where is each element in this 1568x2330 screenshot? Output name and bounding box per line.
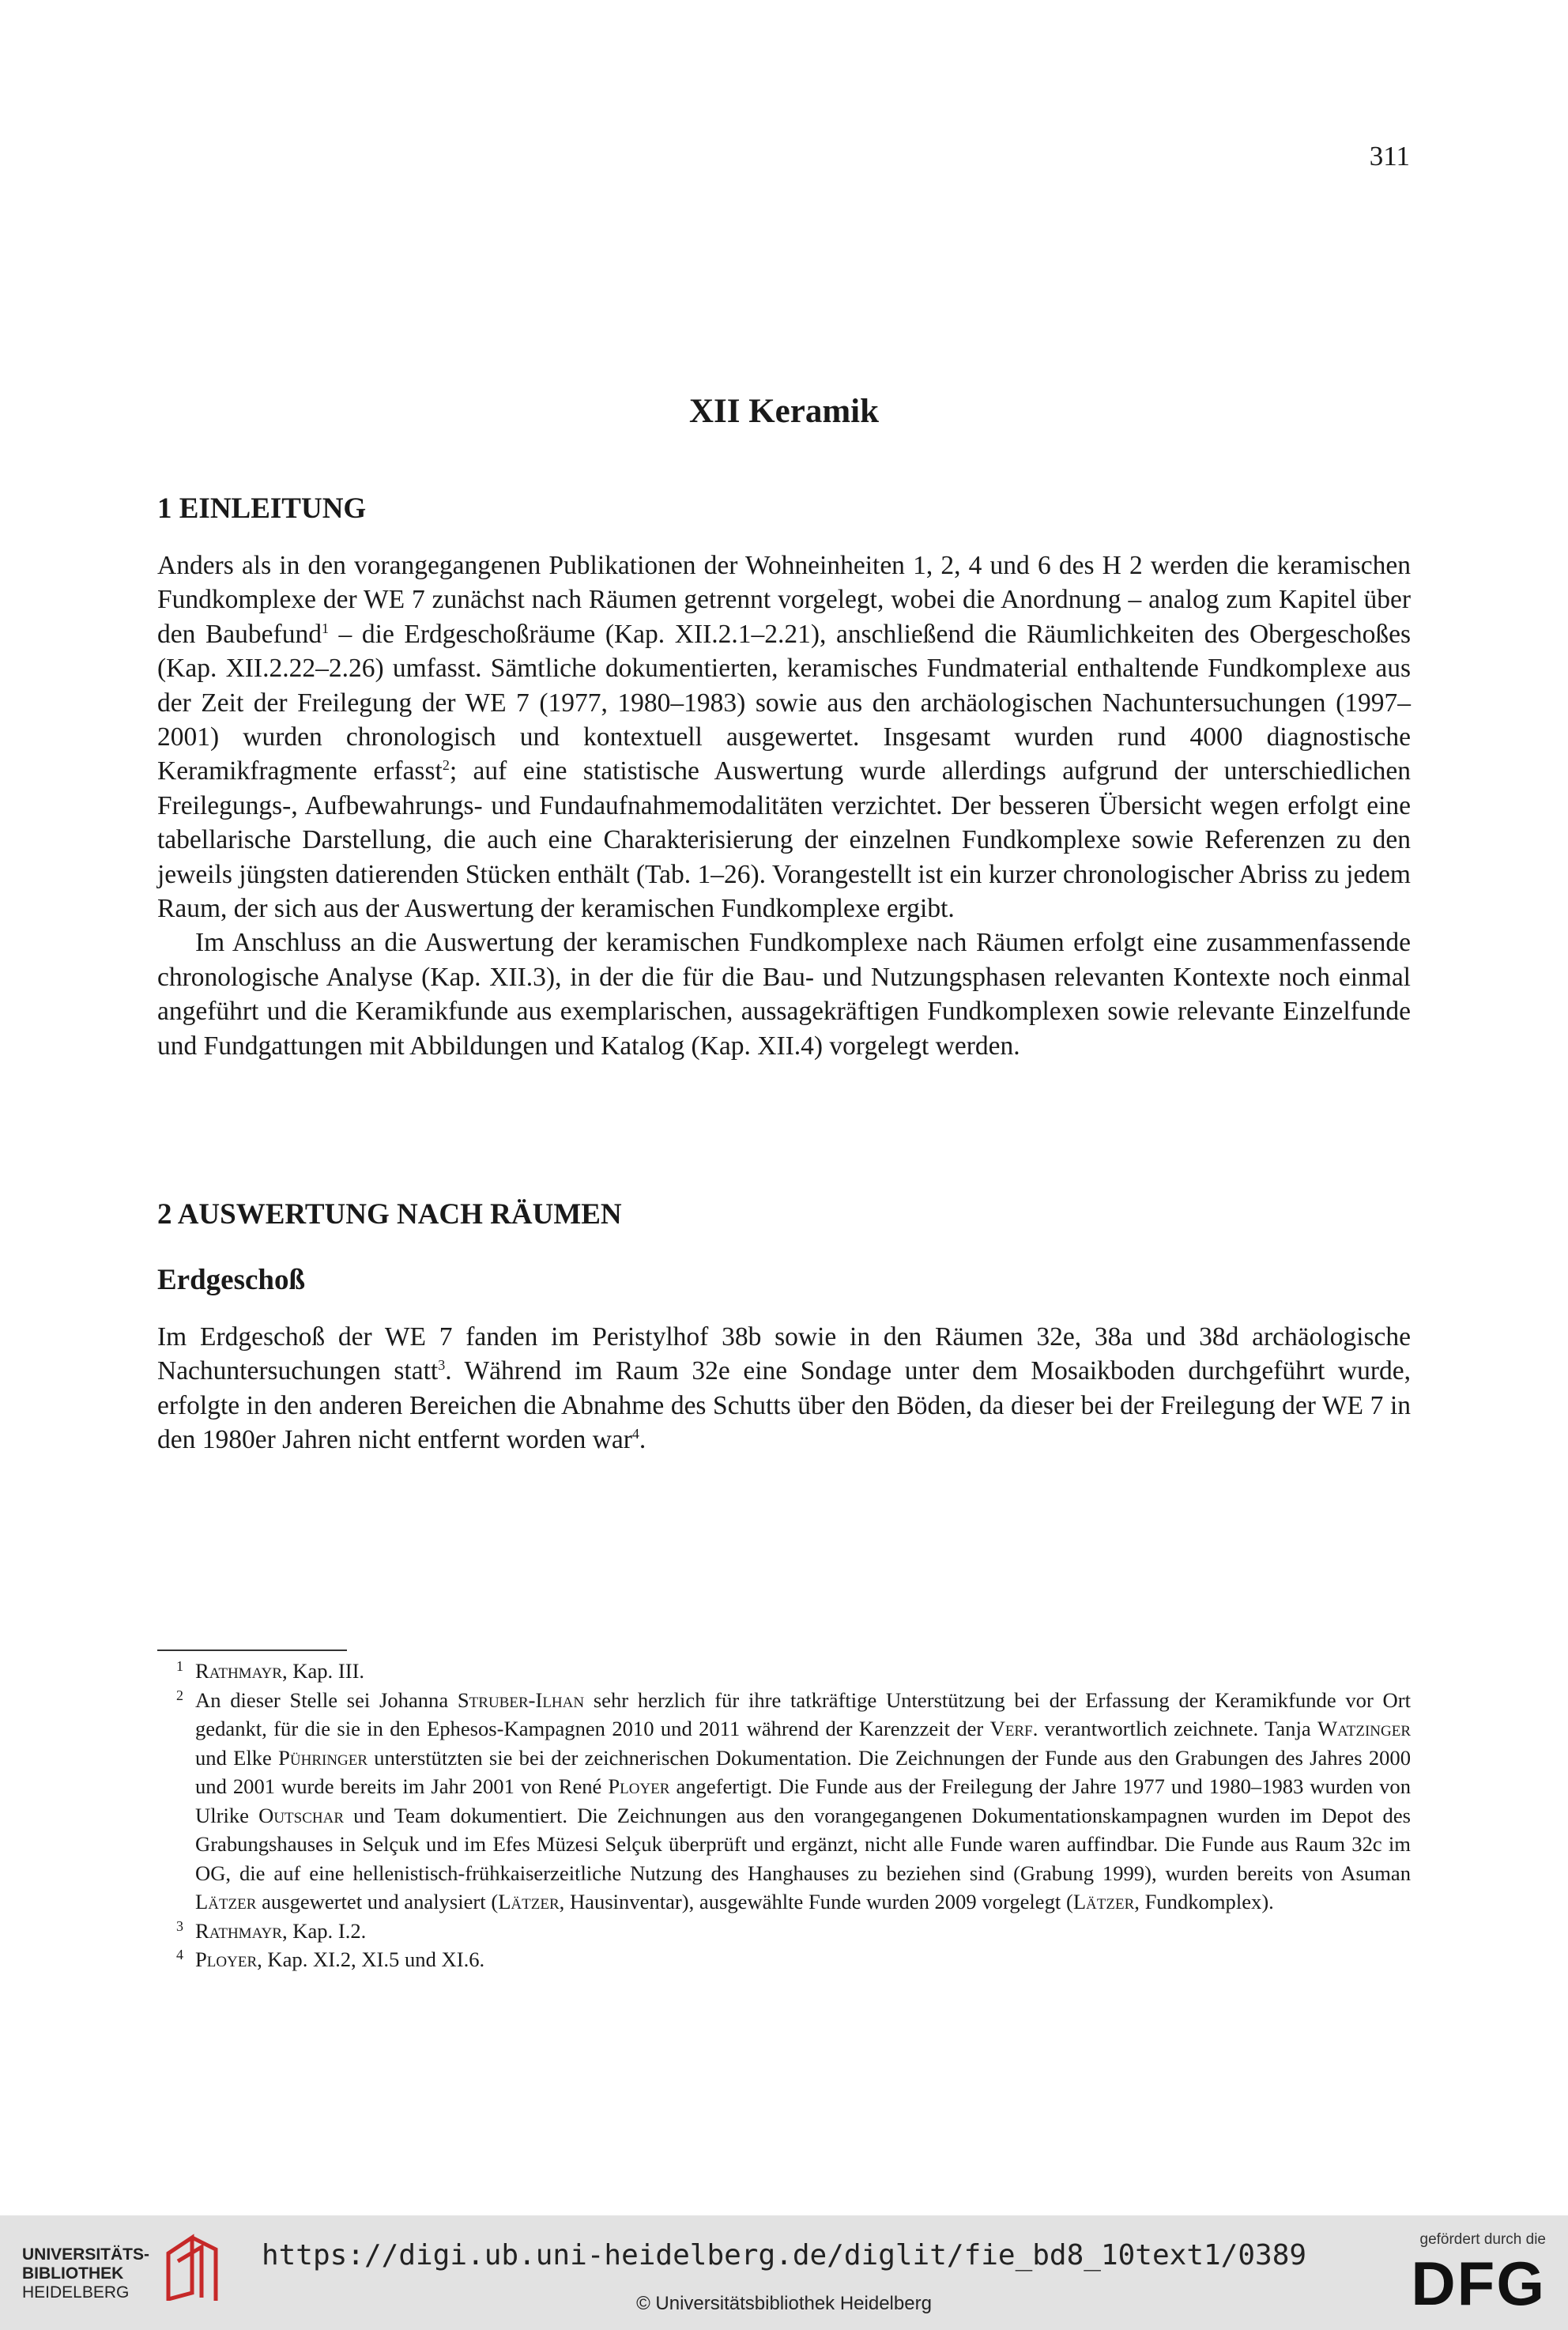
permalink-url[interactable]: https://digi.ub.uni-heidelberg.de/diglit/fie_bd8_10text1/0389 — [261, 2239, 1307, 2272]
person-name: Struber-Ilhan — [457, 1687, 585, 1712]
text-run: Im Erdgeschoß der WE 7 fanden im Peristylhof 38b sowie in den Räumen 32e, 38a und 38d archäologische Nachuntersuchungen statt — [157, 1322, 1411, 1386]
footnote-2 — [157, 1686, 1411, 1917]
author-name: Ployer — [195, 1947, 258, 1971]
person-name: Ployer — [608, 1774, 670, 1798]
person-name: Verf — [989, 1717, 1033, 1740]
einleitung-text — [157, 549, 1411, 1063]
footnote-text: An dieser Stelle sei Johanna — [195, 1687, 458, 1712]
footnote-text: . verantwortlich zeichnete. Tanja — [1032, 1717, 1318, 1740]
copyright-notice: © Universitätsbibliothek Heidelberg — [636, 2293, 932, 2314]
chapter-title: XII Keramik — [688, 393, 880, 430]
footnote-text: sehr herzlich für ihre tatkräftige Unterstützung bei der Erfassung der Keramikfunde vor Ort gedankt, für die sie in den Ephesos-Kampagnen 2010 und 2011 während der Karenzzeit der — [195, 1687, 1411, 1740]
footnote-text: unterstützten sie bei der zeichnerischen Dokumentation. Die Zeichnungen der Funde aus den Grabungen des Jahres 2000 und 2001 wurde bereits im Jahr 2001 von René — [195, 1745, 1411, 1798]
footnote-1 — [157, 1657, 1411, 1686]
footnote-3 — [157, 1917, 1411, 1946]
paragraph — [157, 549, 1411, 926]
library-name-line-1: UNIVERSITÄTS- — [22, 2245, 150, 2264]
person-name: Lätzer — [498, 1890, 560, 1913]
footnote-ref-4[interactable]: 4 — [631, 1426, 639, 1442]
footnote-number: 3 — [176, 1917, 183, 1934]
footnote-ref-3[interactable]: 3 — [438, 1357, 446, 1374]
person-name: Watzinger — [1317, 1717, 1411, 1740]
footnote-divider — [157, 1649, 347, 1651]
footnote-text: , Kap. I.2. — [281, 1918, 367, 1943]
person-name: Outschar — [258, 1803, 344, 1827]
library-name-line-3: HEIDELBERG — [22, 2283, 130, 2302]
funder-block[interactable] — [1380, 2231, 1546, 2318]
person-name: Pühringer — [278, 1745, 368, 1770]
footnote-text: , Fundkomplex). — [1134, 1890, 1274, 1913]
dfg-logo: DFG — [1411, 2249, 1546, 2318]
footnote-number: 1 — [176, 1658, 183, 1674]
footnote-text: ausgewertet und analysiert ( — [256, 1890, 499, 1913]
person-name: Lätzer — [195, 1890, 257, 1913]
footnote-text: und Elke — [195, 1745, 279, 1770]
subheading-erdgeschoss: Erdgeschoß — [157, 1264, 306, 1296]
text-run: . — [639, 1425, 646, 1455]
funder-label: gefördert durch die — [1419, 2231, 1546, 2248]
footnote-text: und Team dokumentiert. Die Zeichnungen aus den vorangegangenen Dokumentationskampagnen wurden im Depot des Grabungshauses in Selçuk und im Efes Müzesi Selçuk überprüft und ergänzt, nicht alle Funde waren auffindbar. Die Funde aus Raum 32c im OG, die auf eine hellenistisch-frühkaiserzeitliche Nutzung des Hanghauses zu beziehen sind (Grabung 1999), wurden bereits von Asuman — [195, 1803, 1411, 1885]
footnote-4 — [157, 1945, 1411, 1974]
author-name: Rathmayr — [195, 1659, 282, 1683]
footnotes — [157, 1657, 1411, 1974]
footnote-number: 2 — [176, 1687, 183, 1703]
person-name: Lätzer — [1072, 1890, 1135, 1913]
footnote-number: 4 — [176, 1947, 183, 1962]
text-run: – die Erdgeschoßräume (Kap. XII.2.1–2.21), anschließend die Räumlichkeiten des Obergeschoßes (Kap. XII.2.22–2.26) umfasst. Sämtliche dokumentierten, keramisches Fundmaterial enthaltende Fundkomplexe aus der Zeit der Freilegung der WE 7 (1977, 1980–1983) sowie aus den archäologischen Nachuntersuchungen (1997–2001) wurden chronologisch und kontextuell ausgewertet. Insgesamt wurden rund 4000 diagnostische Keramikfragmente erfasst — [157, 619, 1411, 786]
page-number: 311 — [1369, 141, 1410, 172]
footnote-text: angefertigt. Die Funde aus der Freilegung der Jahre 1977 und 1980–1983 wurden von Ulrike — [195, 1774, 1411, 1827]
footer-bar — [0, 2215, 1568, 2330]
section-heading-auswertung: 2 AUSWERTUNG NACH RÄUMEN — [157, 1198, 622, 1231]
footnote-text: , Kap. III. — [281, 1659, 365, 1683]
footnote-text: , Hausinventar), ausgewählte Funde wurden 2009 vorgelegt ( — [559, 1890, 1073, 1913]
author-name: Rathmayr — [195, 1918, 282, 1943]
paragraph: Im Anschluss an die Auswertung der keramischen Fundkomplexe nach Räumen erfolgt eine zusammenfassende chronologische Analyse (Kap. XII.3), in der die für die Bau- und Nutzungsphasen relevanten Kontexte noch einmal angeführt und die Keramikfunde aus exemplarischen, aussagekräftigen Fundkomplexen sowie relevante Einzelfunde und Fundgattungen mit Abbildungen und Katalog (Kap. XII.4) vorgelegt werden. — [157, 928, 1411, 1061]
library-name-line-2: BIBLIOTHEK — [22, 2264, 124, 2283]
footnote-ref-2[interactable]: 2 — [442, 757, 450, 774]
paragraph — [157, 1320, 1411, 1457]
text-run: ; auf eine statistische Auswertung wurde allerdings aufgrund der unterschiedlichen Freilegungs-, Aufbewahrungs- und Fundaufnahmemodalitäten verzichtet. Der besseren Übersicht wegen erfolgt eine tabellarische Darstellung, die auch eine Charakterisierung der einzelnen Fundkomplexe sowie Referenzen zu den jeweils jüngsten datierenden Stücken enthält (Tab. 1–26). Vorangestellt ist ein kurzer chronologischer Abriss zu jedem Raum, der sich aus der Auswertung der keramischen Fundkomplexe ergibt. — [157, 756, 1411, 924]
text-run: Anders als in den vorangegangenen Publikationen der Wohneinheiten 1, 2, 4 und 6 des H 2 werden die keramischen Fundkomplexe der WE 7 zunächst nach Räumen getrennt vorgelegt, wobei die Anordnung – analog zum Kapitel über den Baubefund — [157, 551, 1411, 649]
section-heading-einleitung: 1 EINLEITUNG — [157, 492, 367, 525]
footnote-ref-1[interactable]: 1 — [321, 620, 329, 636]
text-run: . Während im Raum 32e eine Sondage unter dem Mosaikboden durchgeführt wurde, erfolgte in den anderen Bereichen die Abnahme des Schutts über den Böden, da dieser bei der Freilegung der WE 7 in den 1980er Jahren nicht entfernt worden war — [157, 1356, 1411, 1455]
footnote-text: , Kap. XI.2, XI.5 und XI.6. — [257, 1947, 485, 1971]
erdgeschoss-text — [157, 1320, 1411, 1457]
